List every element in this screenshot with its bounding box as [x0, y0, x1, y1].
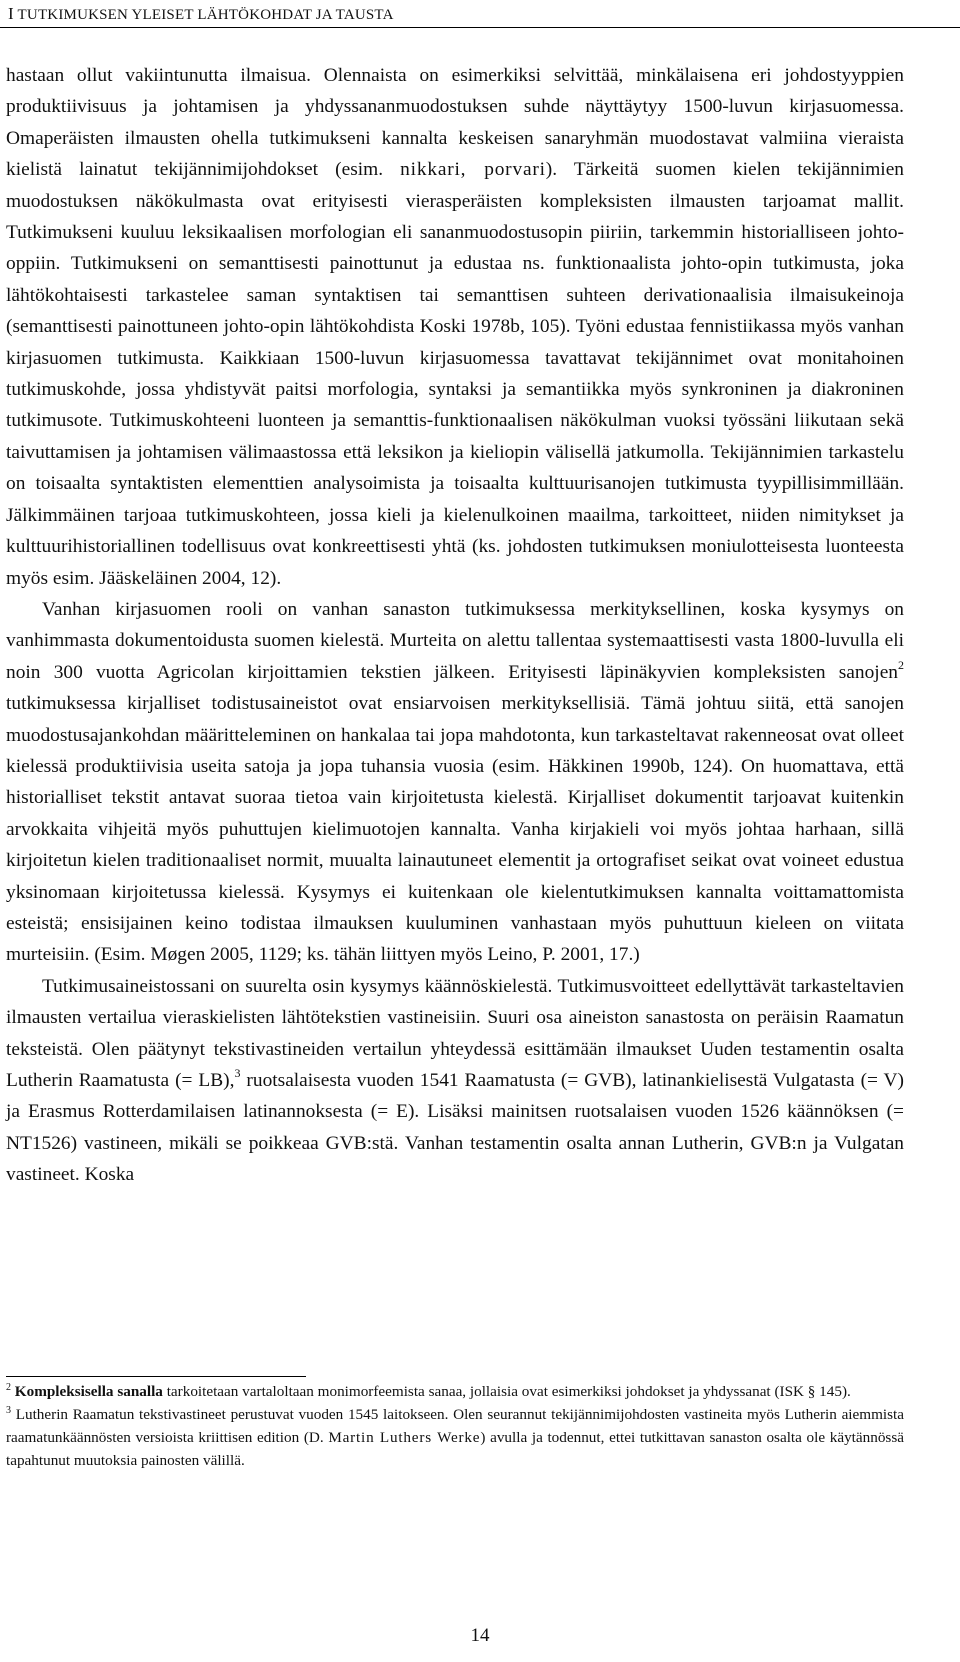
footnotes: [6, 1380, 904, 1472]
text-run: tarkoitetaan vartaloltaan monimorfeemista sanaa, jollaisia ovat esimerkiksi johdokset ja yhdyssanat (ISK § 145).: [162, 1383, 851, 1400]
spaced-term: nikkari, porvari: [400, 159, 546, 181]
bold-term: Kompleksisella sanalla: [14, 1383, 163, 1400]
text-run: Tutkimusaineistossani on suurelta osin kysymys käännöskielestä. Tutkimusvoitteet edellyttävät tarkasteltavien ilmausten vertailua vieraskielisten lähtötekstien vastineisiin. Suuri osa aineiston sanastosta on peräisin Raamatun teksteistä. Olen päätynyt tekstivastineiden vertailun yhteydessä esittämään ilmaukset Uuden testamentin osalta Lutherin Raamatusta (= LB),: [6, 975, 904, 1091]
paragraph: [6, 971, 904, 1191]
running-header-title: TUTKIMUKSEN YLEISET LÄHTÖKOHDAT JA TAUSTA: [13, 7, 394, 23]
running-header: [8, 4, 394, 24]
text-run: ruotsalaisesta vuoden 1541 Raamatusta (= GVB), latinankielisestä Vulgatasta (= V) ja Erasmus Rotterdamilaisen latinannoksesta (= E). Lisäksi mainitsen ruotsalaisen vuoden 1526 käännöksen (= NT1526) vastineen, mikäli se poikkeaa GVB:stä. Vanhan testamentin osalta annan Lutherin, GVB:n ja Vulgatan vastineet. Koska: [6, 1070, 904, 1186]
paragraph: [6, 60, 904, 594]
text-run: Vanhan kirjasuomen rooli on vanhan sanaston tutkimuksessa merkityksellinen, koska kysymys on vanhimmasta dokumentoidusta suomen kielestä. Murteita on alettu tallentaa systemaattisesti vasta 1800-luvulla eli noin 300 vuotta Agricolan kirjoittamien tekstien jälkeen. Erityisesti läpinäkyvien kompleksisten sanojen: [6, 598, 904, 683]
page-number: 14: [470, 1625, 490, 1646]
footnote-separator: [6, 1376, 306, 1377]
text-run: hastaan ollut vakiintunutta ilmaisua. Olennaista on esimerkiksi selvittää, minkälaisena eri johdostyyppien produktiivisuus ja johtamisen ja yhdyssananmuodostuksen suhde näyttäytyy 1500-luvun kirjasuomessa. Omaperäisten ilmausten ohella tutkimukseni kannalta keskeisen sanaryhmän muodostavat valmiina vieraista kielistä lainatut tekijännimijohdokset (esim.: [6, 65, 904, 181]
header-rule: [0, 27, 960, 28]
footnote: [6, 1403, 904, 1472]
footnote-marker: 2: [6, 1382, 11, 1393]
spaced-term: Martin Luthers Werke: [328, 1429, 481, 1446]
text-run: Lutherin Raamatun tekstivastineet perustuvat vuoden 1545 laitokseen. Olen seurannut tekijännimijohdosten vastineita myös Lutherin aiemmista raamatunkäännösten versioista kriittisen edition (D.: [6, 1406, 904, 1446]
text-run: ). Tärkeitä suomen kielen tekijännimien muodostuksen näkökulmasta ovat erityisesti vierasperäisten kompleksisten ilmausten tarjoamat mallit. Tutkimukseni kuuluu leksikaalisen morfologian eli sananmuodostusopin piiriin, tarkemmin historialliseen johto-oppiin. Tutkimukseni on semanttisesti painottunut ja edustaa ns. funktionaalista johto-opin tutkimusta, joka lähtökohtaisesti tarkastelee saman syntaktisen tai semanttisen suhteen derivationaalisia ilmaisukeinoja (semanttisesti painottuneen johto-opin lähtökohdista Koski 1978b, 105). Työni edustaa fennistiikassa myös vanhan kirjasuomen tutkimusta. Kaikkiaan 1500-luvun kirjasuomessa tavattavat tekijännimet ovat monitahoinen tutkimuskohde, jossa yhdistyvät paitsi morfologia, syntaksi ja semantiikka myös synkroninen ja diakroninen tutkimusote. Tutkimuskohteeni luonteen ja semanttis-funktionaalisen näkökulman vuoksi työssäni liikutaan sekä taivuttamisen ja johtamisen välimaastossa että leksikon ja kieliopin välisellä jatkumolla. Tekijännimien tarkastelu on toisaalta syntaktisten elementtien analysoimista ja toisaalta kulttuurisanojen tutkimusta tyypillisimmillään. Jälkimmäinen tarjoaa tutkimuskohteen, jossa kieli ja kielenulkoinen maailma, tarkoitteet, niiden nimitykset ja kulttuurihistoriallinen todellisuus ovat konkreettisesti yhtä (ks. johdosten tutkimuksen moniulotteisesta luonteesta myös esim. Jääskeläinen 2004, 12).: [6, 159, 904, 589]
text-run: ) avulla ja todennut, ettei tutkittavan sanaston osalta ole käytännössä tapahtunut muutoksia painosten välillä.: [6, 1429, 904, 1469]
footnote: [6, 1380, 904, 1403]
footnote-marker: 2: [898, 657, 904, 672]
footnote-marker: 3: [6, 1405, 11, 1416]
body-text: [6, 60, 904, 1191]
running-header-initial: I: [8, 4, 14, 23]
paragraph: [6, 594, 904, 971]
text-run: tutkimuksessa kirjalliset todistusaineistot ovat ensiarvoisen merkityksellisiä. Tämä johtuu siitä, että sanojen muodostusajankohdan määritteleminen on hankalaa tai jopa mahdotonta, kun tarkasteltavat rakenneosat ovat olleet kielessä produktiivisia useita satoja ja jopa tuhansia vuosia (esim. Häkkinen 1990b, 124). On huomattava, että historialliset tekstit antavat suoraa tietoa vain kirjoitetusta kielestä. Kirjalliset dokumentit tarjoavat kuitenkin arvokkaita vihjeitä myös puhuttujen kielimuotojen kannalta. Vanha kirjakieli voi myös johtaa harhaan, sillä kirjoitetun kielen traditionaaliset normit, muualta lainautuneet elementit ja ortografiset seikat ovat voineet edustua yksinomaan kirjoitetussa kielessä. Kysymys ei kuitenkaan ole kielentutkimuksen kannalta voittamattomista esteistä; ensisijainen keino todistaa ilmauksen kuuluminen vanhastaan myös puhuttuun kieleen on viitata murteisiin. (Esim. Møgen 2005, 1129; ks. tähän liittyen myös Leino, P. 2001, 17.): [6, 693, 904, 966]
footnote-marker: 3: [234, 1066, 241, 1080]
